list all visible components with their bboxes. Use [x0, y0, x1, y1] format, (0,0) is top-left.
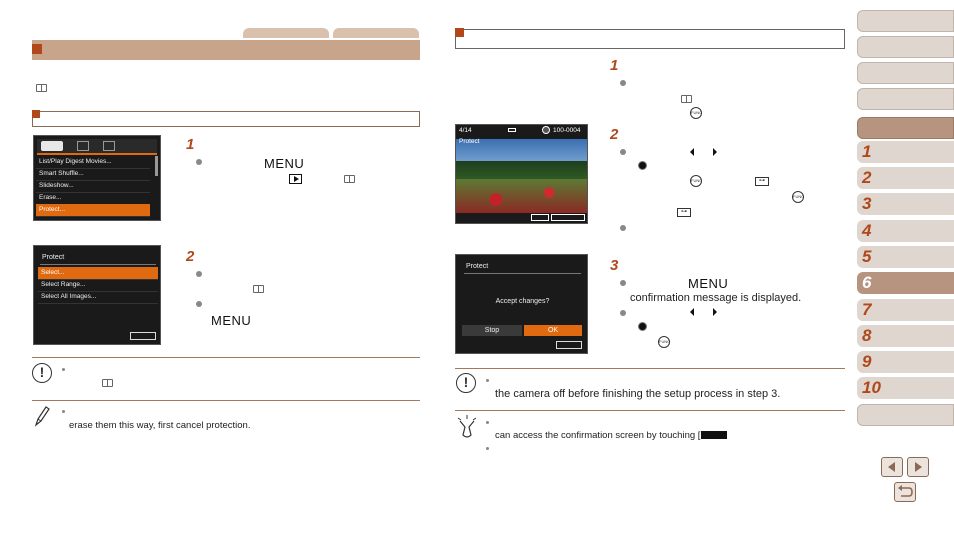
chapter-number: 7 — [862, 300, 872, 319]
dialog-title: Protect — [466, 263, 489, 270]
pencil-icon — [34, 405, 50, 427]
bullet — [486, 379, 489, 382]
sidebar-chapter-8[interactable] — [857, 325, 954, 347]
play-tab — [41, 141, 63, 151]
control-dial-icon — [638, 161, 647, 170]
left-title-marker — [32, 44, 42, 54]
left-subsection-marker — [32, 110, 40, 118]
book-icon — [253, 285, 264, 293]
sidebar-tab-advanced[interactable] — [857, 88, 954, 110]
dialog-stop-button[interactable]: Stop — [462, 325, 522, 336]
pencil-note-text: erase them this way, first cancel protection. — [69, 420, 251, 431]
print-tab — [77, 141, 89, 151]
flower-field — [456, 179, 588, 213]
battery-icon — [508, 128, 516, 132]
header-tab-1 — [243, 28, 329, 38]
sidebar-chapter-4[interactable] — [857, 220, 954, 242]
book-icon — [681, 95, 692, 103]
note-divider — [32, 400, 420, 401]
bullet — [486, 421, 489, 424]
tip-icon — [456, 415, 478, 439]
caution-icon: ! — [456, 373, 476, 393]
set-key-icon — [531, 214, 549, 221]
sidebar-tab-cover[interactable] — [857, 10, 954, 32]
right-arrow-icon — [713, 308, 717, 316]
menu-button-label: MENU — [688, 276, 729, 291]
dialog-question: Accept changes? — [495, 298, 550, 305]
func-set-button-icon: FUNC — [690, 175, 702, 187]
sidebar-tab-contents[interactable] — [857, 36, 954, 58]
right-step-1-number: 1 — [610, 57, 619, 74]
chapter-number: 10 — [862, 378, 881, 397]
return-icon — [895, 483, 915, 501]
left-arrow-icon — [690, 148, 694, 156]
func-set-button-icon: FUNC — [658, 336, 670, 348]
book-icon — [344, 175, 355, 183]
menu-item[interactable]: List/Play Digest Movies... — [36, 156, 150, 169]
prev-page-button[interactable] — [881, 457, 903, 477]
left-subsection-bar — [32, 111, 420, 127]
confirmation-text: confirmation message is displayed. — [630, 292, 802, 304]
bullet — [196, 159, 202, 165]
right-subsection-bar — [455, 29, 845, 49]
chapter-number: 6 — [862, 273, 872, 292]
left-step-1-number: 1 — [186, 136, 195, 153]
menu-item[interactable]: Slideshow... — [36, 180, 150, 193]
menu-item[interactable]: Select Range... — [38, 279, 158, 292]
sidebar-chapter-5[interactable] — [857, 246, 954, 268]
right-step-2-number: 2 — [610, 126, 619, 143]
bullet — [620, 280, 626, 286]
sidebar-tab-basic[interactable] — [857, 62, 954, 84]
sidebar-chapter-7[interactable] — [857, 299, 954, 321]
menu-button-label: MENU — [264, 156, 305, 171]
book-icon — [36, 84, 47, 92]
menu-item[interactable]: Select All Images... — [38, 291, 158, 304]
menu-list-2 — [38, 267, 158, 307]
menu-item-selected[interactable]: Protect... — [36, 204, 150, 217]
menu-ok-icon — [551, 214, 585, 221]
next-page-button[interactable] — [907, 457, 929, 477]
bullet — [620, 149, 626, 155]
bullet — [196, 271, 202, 277]
photo-file-number: 100-0004 — [553, 127, 581, 134]
arrow-right-icon — [915, 462, 922, 472]
sidebar-chapter-2[interactable] — [857, 167, 954, 189]
bullet — [62, 368, 65, 371]
right-arrow-icon — [713, 148, 717, 156]
bullet — [620, 225, 626, 231]
book-icon — [102, 379, 113, 387]
protect-key-icon: ⊶ — [755, 177, 769, 186]
sidebar-chapter-1[interactable] — [857, 141, 954, 163]
tip-text-content: can access the confirmation screen by touching [ — [495, 430, 701, 441]
bullet — [62, 410, 65, 413]
chapter-number: 2 — [862, 168, 872, 187]
right-step-3-number: 3 — [610, 257, 619, 274]
sidebar-tab-index[interactable] — [857, 404, 954, 426]
sidebar-chapter-10[interactable] — [857, 377, 954, 399]
menu-back-icon — [556, 341, 582, 349]
trees — [456, 161, 588, 179]
left-step-2-number: 2 — [186, 248, 195, 265]
chapter-number: 1 — [862, 142, 872, 161]
chapter-number: 8 — [862, 326, 872, 345]
tools-tab — [103, 141, 115, 151]
chapter-number: 4 — [862, 221, 872, 240]
caution-icon: ! — [32, 363, 52, 383]
note-divider — [455, 368, 845, 369]
bullet — [620, 310, 626, 316]
bullet — [486, 447, 489, 450]
sidebar-tab-section[interactable] — [857, 117, 954, 139]
photo-screen — [455, 124, 588, 224]
chapter-number: 9 — [862, 352, 872, 371]
screen-title-rule — [40, 264, 156, 265]
menu-button-label: MENU — [211, 313, 252, 328]
menu-tabs — [37, 139, 157, 155]
chapter-number: 5 — [862, 247, 872, 266]
menu-list-1 — [36, 156, 158, 220]
playback-tab-icon — [289, 174, 302, 184]
func-set-button-icon: FUNC — [690, 107, 702, 119]
note-divider — [32, 357, 420, 358]
right-subsection-marker — [455, 28, 464, 37]
header-tab-2 — [333, 28, 419, 38]
arrow-left-icon — [888, 462, 895, 472]
sidebar-chapter-3[interactable] — [857, 193, 954, 215]
photo-counter: 4/14 — [459, 127, 472, 134]
scrollbar[interactable] — [155, 156, 158, 176]
menu-screen-2 — [33, 245, 161, 345]
left-title-bar — [32, 40, 420, 60]
func-set-button-icon: FUNC — [792, 191, 804, 203]
protect-key-icon: ⊶ — [677, 208, 691, 217]
bullet — [620, 80, 626, 86]
dialog-title-rule — [464, 273, 581, 274]
menu-item[interactable]: Smart Shuffle... — [36, 168, 150, 181]
back-button[interactable] — [894, 482, 916, 502]
sidebar-chapter-9[interactable] — [857, 351, 954, 373]
menu-back-icon — [130, 332, 156, 340]
chapter-number: 3 — [862, 194, 872, 213]
note-divider — [455, 410, 845, 411]
screen-title: Protect — [42, 254, 65, 261]
menu-screen-1 — [33, 135, 161, 221]
bullet — [196, 301, 202, 307]
menu-item[interactable]: Erase... — [36, 192, 150, 205]
protect-indicator-icon — [542, 126, 550, 134]
menu-item-selected[interactable]: Select... — [38, 267, 158, 280]
photo-title: Protect — [459, 138, 480, 145]
left-arrow-icon — [690, 308, 694, 316]
caution-text: the camera off before finishing the setup process in step 3. — [495, 388, 781, 400]
sidebar-chapter-6[interactable] — [857, 272, 954, 294]
dialog-ok-button[interactable]: OK — [524, 325, 582, 336]
confirm-screen — [455, 254, 588, 354]
menu-touch-icon — [701, 431, 727, 439]
control-dial-icon — [638, 322, 647, 331]
tip-text — [495, 430, 727, 441]
